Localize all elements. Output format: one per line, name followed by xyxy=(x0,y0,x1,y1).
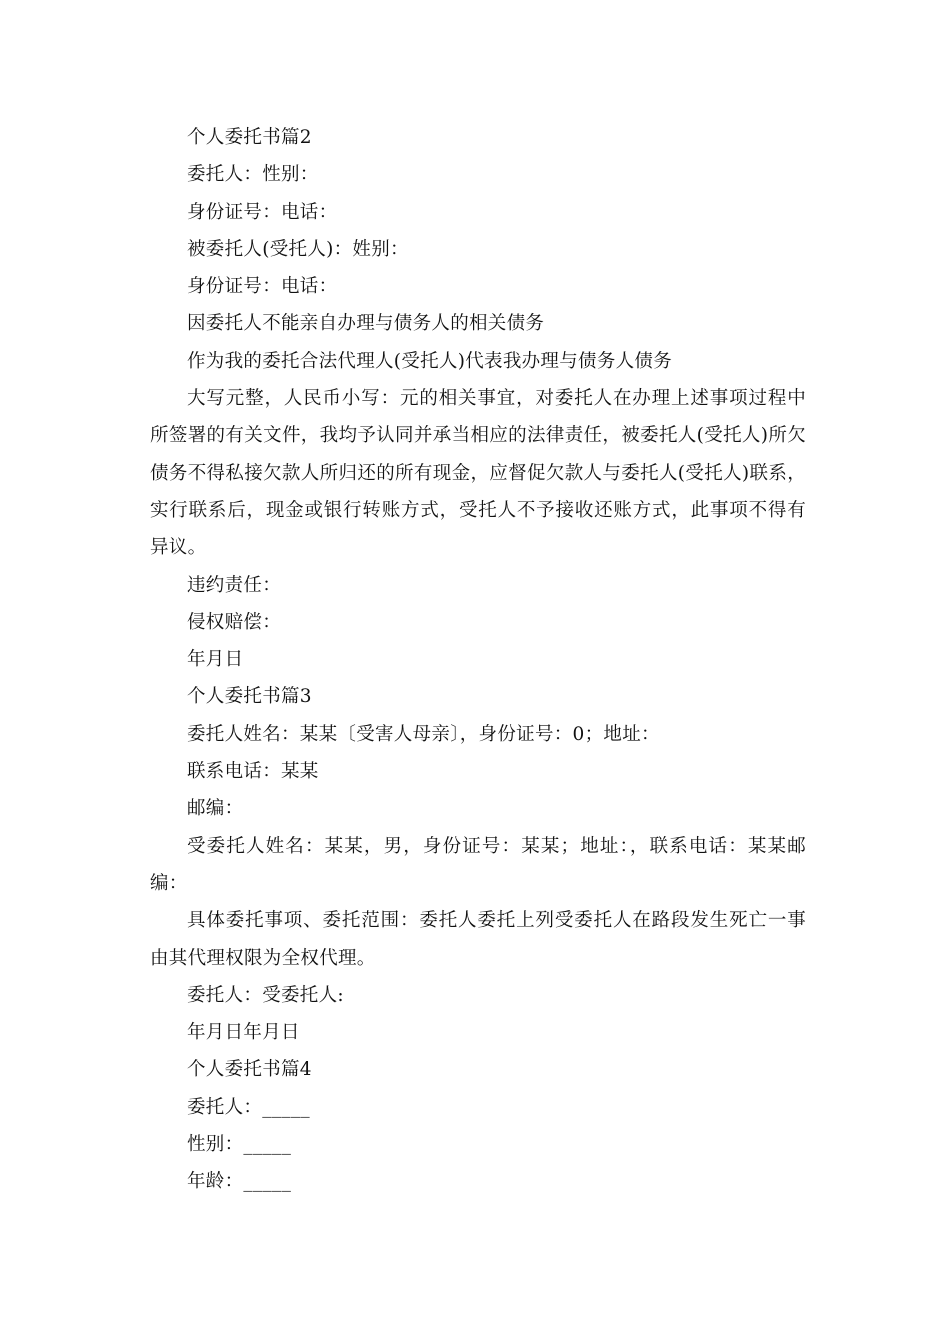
principal-gender-line: 委托人：性别： xyxy=(187,164,319,186)
section-heading-3: 个人委托书篇3 xyxy=(187,686,312,708)
postcode-line: 邮编： xyxy=(187,798,244,820)
contact-phone-line: 联系电话：某某 xyxy=(187,761,319,783)
section-heading-2: 个人委托书篇2 xyxy=(187,127,312,148)
authorization-paragraph: 大写元整，人民币小写：元的相关事宜，对委托人在办理上述事项过程中所签署的有关文件，我均予认同并承当相应的法律责任，被委托人(受托人)所欠债务不得私接欠款人所归还的所有现金，应督促欠款人与委托人(受托人)联系，实行联系后，现金或银行转账方式，受托人不予接收还账方式，此事项不得有异议。 xyxy=(150,388,806,559)
signature-line: 委托人：受委托人: xyxy=(187,984,344,1006)
section-heading-4: 个人委托书篇4 xyxy=(187,1059,312,1081)
signature-date-line: 年月日年月日 xyxy=(187,1022,300,1044)
breach-liability-line: 违约责任： xyxy=(187,574,282,596)
agent-gender-line: 被委托人(受托人)：姓别： xyxy=(187,238,409,260)
agent-name-line: 受委托人姓名：某某，男，身份证号：某某；地址：，联系电话：某某邮编： xyxy=(150,835,806,894)
reason-paragraph: 因委托人不能亲自办理与债务人的相关债务 xyxy=(187,313,545,335)
principal-name-line: 委托人姓名：某某〔受害人母亲〕，身份证号：0；地址： xyxy=(187,723,660,745)
principal-id-phone-line: 身份证号：电话： xyxy=(187,201,338,223)
date-line: 年月日 xyxy=(187,649,244,671)
age-blank-line: 年龄：_____ xyxy=(187,1171,292,1193)
scope-paragraph: 具体委托事项、委托范围：委托人委托上列受委托人在路段发生死亡一事由其代理权限为全权代理。 xyxy=(150,910,806,969)
agent-id-phone-line: 身份证号：电话： xyxy=(187,276,338,298)
gender-blank-line: 性别：_____ xyxy=(187,1134,292,1156)
document-body xyxy=(150,119,806,1201)
principal-blank-line: 委托人：_____ xyxy=(187,1096,310,1118)
infringement-compensation-line: 侵权赔偿： xyxy=(187,611,282,633)
appointment-paragraph: 作为我的委托合法代理人(受托人)代表我办理与债务人债务 xyxy=(187,350,673,372)
